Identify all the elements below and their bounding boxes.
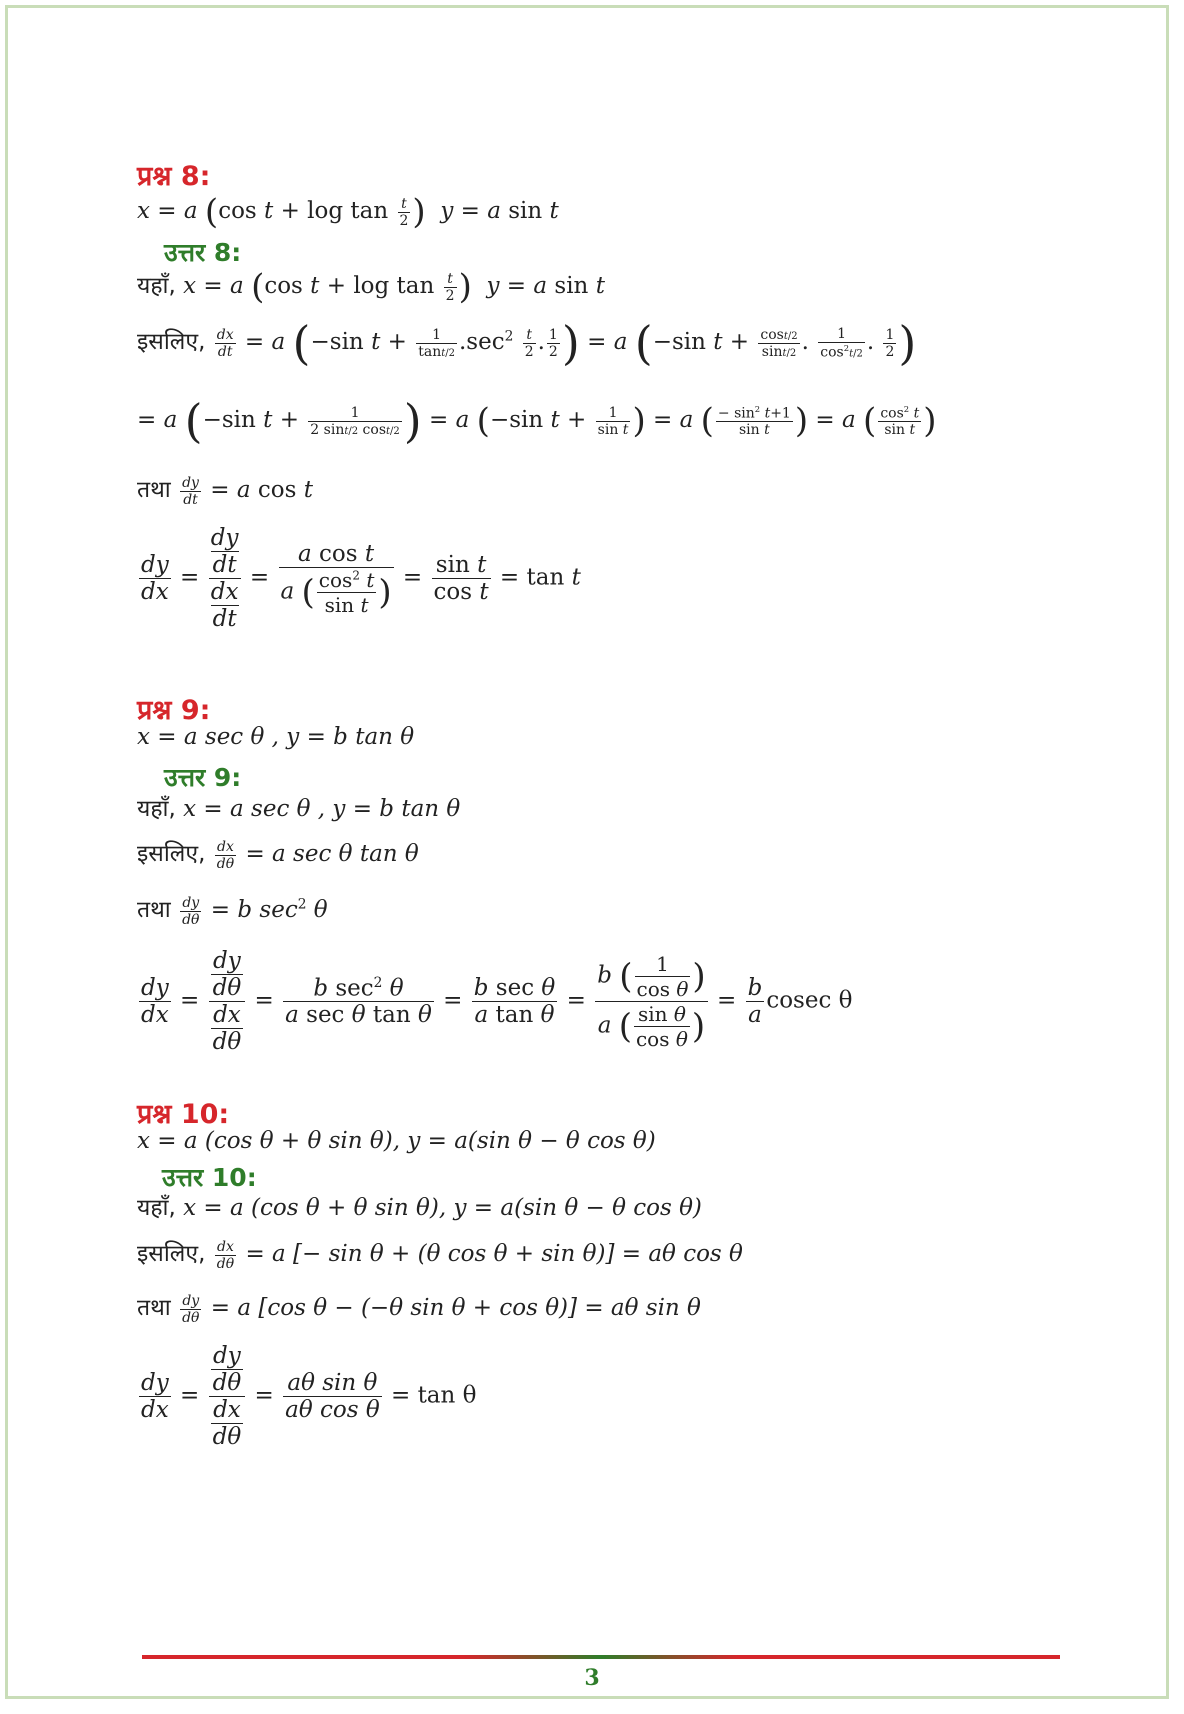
answer-9-result: $\frac{dy}{dx}$ = $\frac{\frac{dy}{d\theta}}{\frac{dx}{d\theta}}$ = $\frac{b \sec^2 \theta}{\text{a sec θ tan θ}}$ = $\frac{\text{b sec θ}}{\text{a tan θ}}$ = b ( $\frac{1}{\text{cos θ}}$ ) a ( $\frac{\text{sin θ}}{\text{cos θ}}$ ) = $\frac{b}{a}$ cosec θ <box>141 948 853 1055</box>
question-10-statement: x = a (cos θ + θ sin θ), y = a(sin θ − θ cos θ) <box>137 1128 656 1154</box>
answer-10-dydtheta: तथा $\frac{dy}{d\theta}$ = a [cos θ − (−θ sin θ + cos θ)] = aθ sin θ <box>137 1292 701 1326</box>
footer-divider <box>142 1655 1060 1659</box>
answer-10-given: यहाँ, x = a (cos θ + θ sin θ), y = a(sin θ − θ cos θ) <box>137 1195 702 1221</box>
answer-10-result: $\frac{dy}{dx}$ = $\frac{\frac{dy}{d\theta}}{\frac{dx}{d\theta}}$ = $\frac{\text{aθ sin θ}}{\text{aθ cos θ}}$ = tan θ <box>141 1343 477 1450</box>
question-9-heading: प्रश्न 9: <box>137 695 211 726</box>
answer-8-given: यहाँ, x = a (cos t + log tan $\frac{t}{2}$ ) y = a sin t <box>137 267 605 307</box>
answer-9-given: यहाँ, x = a sec θ , y = b tan θ <box>137 796 461 822</box>
question-8-statement: x = a (cos t + log tan $\frac{t}{2}$ ) y = a sin t <box>137 192 559 232</box>
answer-10-heading: उत्तर 10: <box>162 1163 257 1192</box>
answer-9-heading: उत्तर 9: <box>164 763 242 792</box>
question-8-heading: प्रश्न 8: <box>137 161 211 192</box>
answer-8-dydt: तथा $\frac{dy}{dt}$ = a cos t <box>137 474 313 508</box>
question-9-statement: x = a sec θ , y = b tan θ <box>137 724 415 750</box>
answer-9-dydtheta: तथा $\frac{dy}{d\theta}$ = b $\sec^2 \theta$ <box>137 894 328 928</box>
answer-9-dxdtheta: इसलिए, $\frac{dx}{d\theta}$ = a sec θ tan θ <box>137 838 419 872</box>
answer-8-result: $\frac{dy}{dx}$ = $\frac{\frac{dy}{dt}}{\frac{dx}{dt}}$ = a cos t a ( $\frac{\cos^2 t}{\text{sin t}}$ ) = $\frac{\text{sin t}}{\text{cos t}}$ = tan t <box>141 525 581 632</box>
answer-10-dxdtheta: इसलिए, $\frac{dx}{d\theta}$ = a [− sin θ + (θ cos θ + sin θ)] = aθ cos θ <box>137 1238 743 1272</box>
question-10-heading: प्रश्न 10: <box>137 1099 230 1130</box>
answer-8-dxdt: इसलिए, $\frac{dx}{dt}$ = a (−sin t + $\frac{1}{\tan t/2}$ $.\sec^2$ $\frac{t}{2}$ . $\frac{1}{2}$ ) = a (−sin t + $\frac{\cos t/2}{\sin t/2}$ . $\frac{1}{\cos^2t/2}$ . $\frac{1}{2}$ ) <box>137 316 917 370</box>
page-number: 3 <box>584 1665 600 1691</box>
answer-8-dxdt-simplified: = a (−sin t + $\frac{1}{2 \sin t/2 \cos t/2}$ ) = a (−sin t + $\frac{1}{\text{sin t}}$ ) = a ( $\frac{- \sin^2 t+1}{\text{sin t}}$ ) = a ( $\frac{\cos^2 t}{\text{sin t}}$ ) <box>137 394 937 448</box>
answer-8-heading: उत्तर 8: <box>164 238 242 267</box>
